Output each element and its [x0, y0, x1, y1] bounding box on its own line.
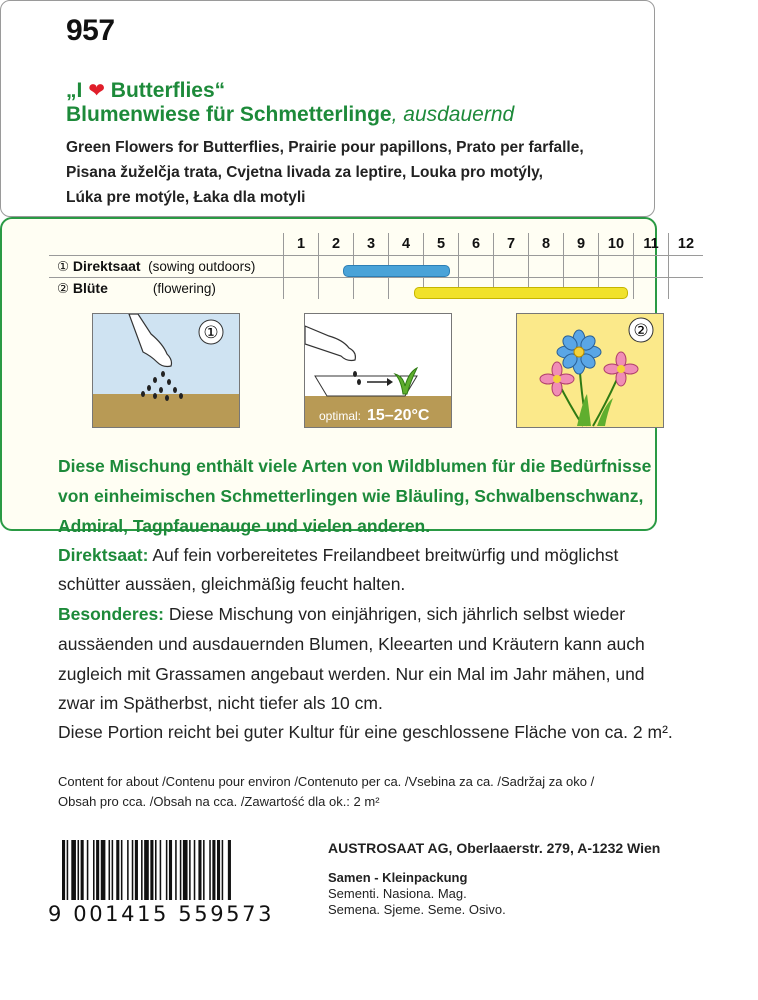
- month-header: 11: [634, 233, 669, 256]
- direktsaat-text: schütter aussäen, gleichmäßig feucht halten.: [58, 574, 406, 594]
- row-label-english: (flowering): [152, 281, 216, 296]
- month-header: 2: [319, 233, 354, 256]
- flowering-marker: ②: [633, 321, 649, 340]
- germination-illustration: [304, 313, 452, 428]
- sowing-marker: ①: [203, 323, 219, 342]
- marker-1: ①: [57, 259, 70, 274]
- besonderes-text: zugleich mit Grassamen angebaut werden. Nur ein Mal im Jahr mähen, und: [58, 664, 645, 684]
- sowing-illustration: [92, 313, 240, 428]
- sowing-period-bar: [343, 265, 450, 277]
- direktsaat-label: Direktsaat:: [58, 545, 149, 565]
- month-header: 12: [669, 233, 704, 256]
- marker-2: ②: [57, 281, 70, 296]
- row-label-english: (sowing outdoors): [148, 259, 256, 274]
- besonderes-text: Diese Mischung von einjährigen, sich jährlich selbst wieder: [164, 604, 626, 624]
- direktsaat-text: Auf fein vorbereitetes Freilandbeet breitwürfig und möglichst: [148, 545, 619, 565]
- title-subtitle: , ausdauernd: [391, 103, 515, 126]
- calendar-row-label-flowering: [49, 278, 284, 300]
- besonderes-text: zwar im Spätherbst, nicht tiefer als 10 cm.: [58, 693, 383, 713]
- besonderes-text: aussäenden und ausdauernden Blumen, Kleearten und Kräutern kann auch: [58, 634, 645, 654]
- title-prefix: „I: [66, 79, 83, 102]
- translation-line: Lúka pre motýle, Łaka dla motyli: [66, 189, 306, 206]
- portion-note: Diese Portion reicht bei guter Kultur für eine geschlossene Fläche von ca. 2 m².: [58, 722, 673, 742]
- product-type-translation: Semena. Sjeme. Seme. Osivo.: [328, 902, 506, 917]
- flowering-illustration: [516, 313, 664, 428]
- germination-temperature: 15–20°C: [367, 407, 430, 424]
- title-suffix: Butterflies“: [110, 79, 226, 102]
- barcode-icon: [48, 840, 300, 900]
- month-header: 3: [354, 233, 389, 256]
- month-header: 9: [564, 233, 599, 256]
- direktsaat-paragraph: [58, 545, 618, 566]
- description-intro: Admiral, Tagpfauenauge und vielen anderen.: [58, 516, 431, 536]
- product-type-translation: Sementi. Nasiona. Mag.: [328, 886, 467, 901]
- month-header: 1: [284, 233, 319, 256]
- germination-label: optimal:: [319, 409, 362, 423]
- title-line2: [66, 103, 514, 127]
- row-label: Direktsaat: [72, 258, 141, 274]
- product-number: 957: [66, 14, 115, 47]
- translation-line: Pisana žuželčja trata, Cvjetna livada za leptire, Louka pro motýly,: [66, 164, 543, 181]
- description-intro: von einheimischen Schmetterlingen wie Bläuling, Schwalbenschwanz,: [58, 486, 644, 506]
- product-type: Samen - Kleinpackung: [328, 870, 468, 885]
- translation-line: Green Flowers for Butterflies, Prairie pour papillons, Prato per farfalle,: [66, 139, 584, 156]
- company-address: AUSTROSAAT AG, Oberlaaerstr. 279, A-1232 Wien: [328, 840, 661, 856]
- month-header: 4: [389, 233, 424, 256]
- besonderes-label: Besonderes:: [58, 604, 165, 624]
- heart-icon: ❤: [88, 80, 105, 102]
- content-note: Obsah pro cca. /Obsah na cca. /Zawartość dla ok.: 2 m²: [58, 794, 380, 809]
- row-label: Blüte: [72, 280, 108, 296]
- content-note: Content for about /Contenu pour environ /Contenuto per ca. /Vsebina za ca. /Sadržaj za oko /: [58, 774, 595, 789]
- calendar-header-blank: [49, 233, 284, 256]
- description-intro: Diese Mischung enthält viele Arten von Wildblumen für die Bedürfnisse: [58, 456, 652, 476]
- calendar-row-label-sowing: [49, 256, 284, 278]
- month-header: 5: [424, 233, 459, 256]
- month-header: 6: [459, 233, 494, 256]
- month-header: 7: [494, 233, 529, 256]
- barcode-number: 9 001415 559573: [48, 902, 275, 926]
- title-line1: [66, 78, 225, 103]
- month-header: 8: [529, 233, 564, 256]
- title-main: Blumenwiese für Schmetterlinge: [66, 103, 392, 126]
- besonderes-paragraph: [58, 604, 625, 625]
- flowering-period-bar: [414, 287, 628, 299]
- month-header: 10: [599, 233, 634, 256]
